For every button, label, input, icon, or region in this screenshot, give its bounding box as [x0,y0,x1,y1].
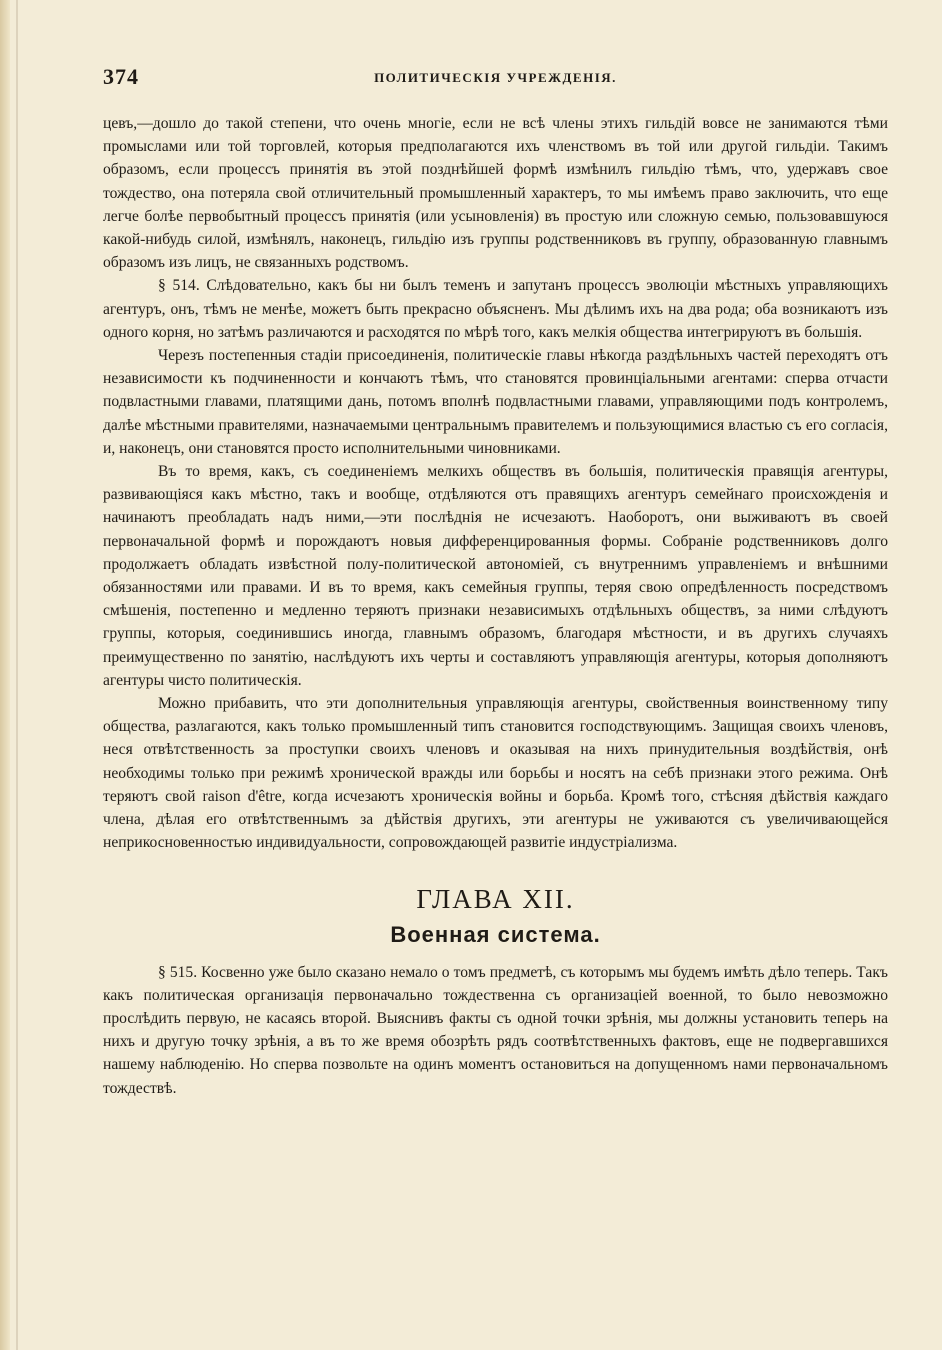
paragraph-supplementary-agencies: Можно прибавить, что эти дополнительныя управляющія агентуры, свойственныя воинственному типу общества, разлагаются, какъ только промышленный типъ становится господствующимъ. Защищая своихъ членовъ, неся отвѣтственность за проступки своихъ членовъ и оказывая на нихъ принудительныя воздѣйствія, онѣ необходимы только при режимѣ хронической вражды или борьбы и носятъ на себѣ признаки этого режима. Онѣ теряютъ свой raison d'être, когда исчезаютъ хроническія войны и борьба. Кромѣ того, стѣсняя дѣйствія каждаго члена, дѣлая его отвѣтственнымъ за дѣйствія другихъ, эти агентуры не уживаются съ увеличивающейся неприкосновенностью индивидуальности, сопровождающей развитіе индустріализма. [103,695,888,852]
binding-fold [16,0,18,1350]
page-body [103,112,888,1100]
paragraph-section-515: § 515. Косвенно уже было сказано немало о томъ предметѣ, съ которымъ мы будемъ имѣть дѣло теперь. Такъ какъ политическая организація первоначально тождественна съ организаціей военной, то было невозможно прослѣдить первую, не касаясь второй. Выяснивъ факты съ одной точки зрѣнія, мы должны установить теперь на нихъ и другую точку зрѣнія, а въ то же время обозрѣть рядъ соотвѣтственныхъ фактовъ, еще не подвергавшихся нашему наблюденію. Но сперва позвольте на одинъ моментъ остановиться на допущенномъ нами первоначальномъ тождествѣ. [103,963,888,1097]
page-number: 374 [103,64,139,89]
chapter-number: ГЛАВА XII. [416,883,575,914]
chapter-title: Военная система. [390,921,601,947]
paragraph-continued: цевъ,—дошло до такой степени, что очень многіе, если не всѣ члены этихъ гильдій вовсе не занимаются тѣми промыслами или той торговлей, которыя предполагаются ихъ членствомъ въ той или другой гильдіи. Такимъ образомъ, если процессъ принятія въ этой позднѣйшей формѣ измѣнилъ гильдію тѣмъ, что, удержавъ свое тождество, она потеряла свой отличительный промышленный характеръ, то мы имѣемъ право заключить, что еще легче болѣе первобытный процессъ принятія (или усыновленія) въ простую или сложную семью, пользовавшуюся какой-нибудь силой, измѣнялъ, наконецъ, гильдію изъ группы родственниковъ въ группу, образованную главнымъ образомъ изъ лицъ, не связанныхъ родствомъ. [103,115,888,272]
paragraph-section-514: § 514. Слѣдовательно, какъ бы ни былъ теменъ и запутанъ процессъ эволюціи мѣстныхъ управляющихъ агентуръ, онъ, тѣмъ не менѣе, можетъ быть прекрасно объясненъ. Мы дѣлимъ ихъ на два рода; оба возникаютъ изъ одного корня, но затѣмъ различаются и расходятся по мѣрѣ того, какъ мелкія общества интегрируютъ въ большія. [103,277,888,341]
page-header [103,60,888,90]
paragraph-family-agencies: Въ то время, какъ, съ соединеніемъ мелкихъ обществъ въ большія, политическія правящія агентуры, развивающіяся какъ мѣстно, такъ и вообще, отдѣляются отъ правящихъ агентуръ семейнаго происхожденія и начинаютъ преобладать надъ ними,—эти послѣднія не исчезаютъ. Наоборотъ, они выживаютъ въ своей первоначальной формѣ и порождаютъ новыя дифференцированныя формы. Собраніе родственниковъ долго продолжаетъ обладать извѣстной полу-политической автономіей, съ внутреннимъ управленіемъ и внѣшними обязанностями или правами. И въ то время, какъ семейныя группы, теряя свою опредѣленность посредствомъ смѣшенія, постепенно и медленно теряютъ признаки независимыхъ отдѣльныхъ обществъ, за ними слѣдуютъ группы, которыя, соединившись иногда, главнымъ образомъ, благодаря мѣстности, и въ другихъ случаяхъ преимущественно по занятію, наслѣдуютъ ихъ черты и составляютъ управляющія агентуры, которыя дополняютъ агентуры чисто политическія. [103,463,888,689]
running-title: ПОЛИТИЧЕСКІЯ УЧРЕЖДЕНІЯ. [374,70,617,85]
paragraph-provincial-agents: Черезъ постепенныя стадіи присоединенія, политическіе главы нѣкогда раздѣльныхъ частей переходятъ отъ независимости къ подчиненности и кончаютъ тѣмъ, что становятся провинціальными агентами: сперва отчасти подвластными главами, платящими дань, потомъ вполнѣ подвластными главами, управляющими подъ контролемъ, далѣе мѣстными правителями, назначаемыми центральнымъ правителемъ и пользующимися властью съ его согласія, и, наконецъ, они становятся просто исполнительными чиновниками. [103,347,888,457]
page-edge [0,0,10,1350]
